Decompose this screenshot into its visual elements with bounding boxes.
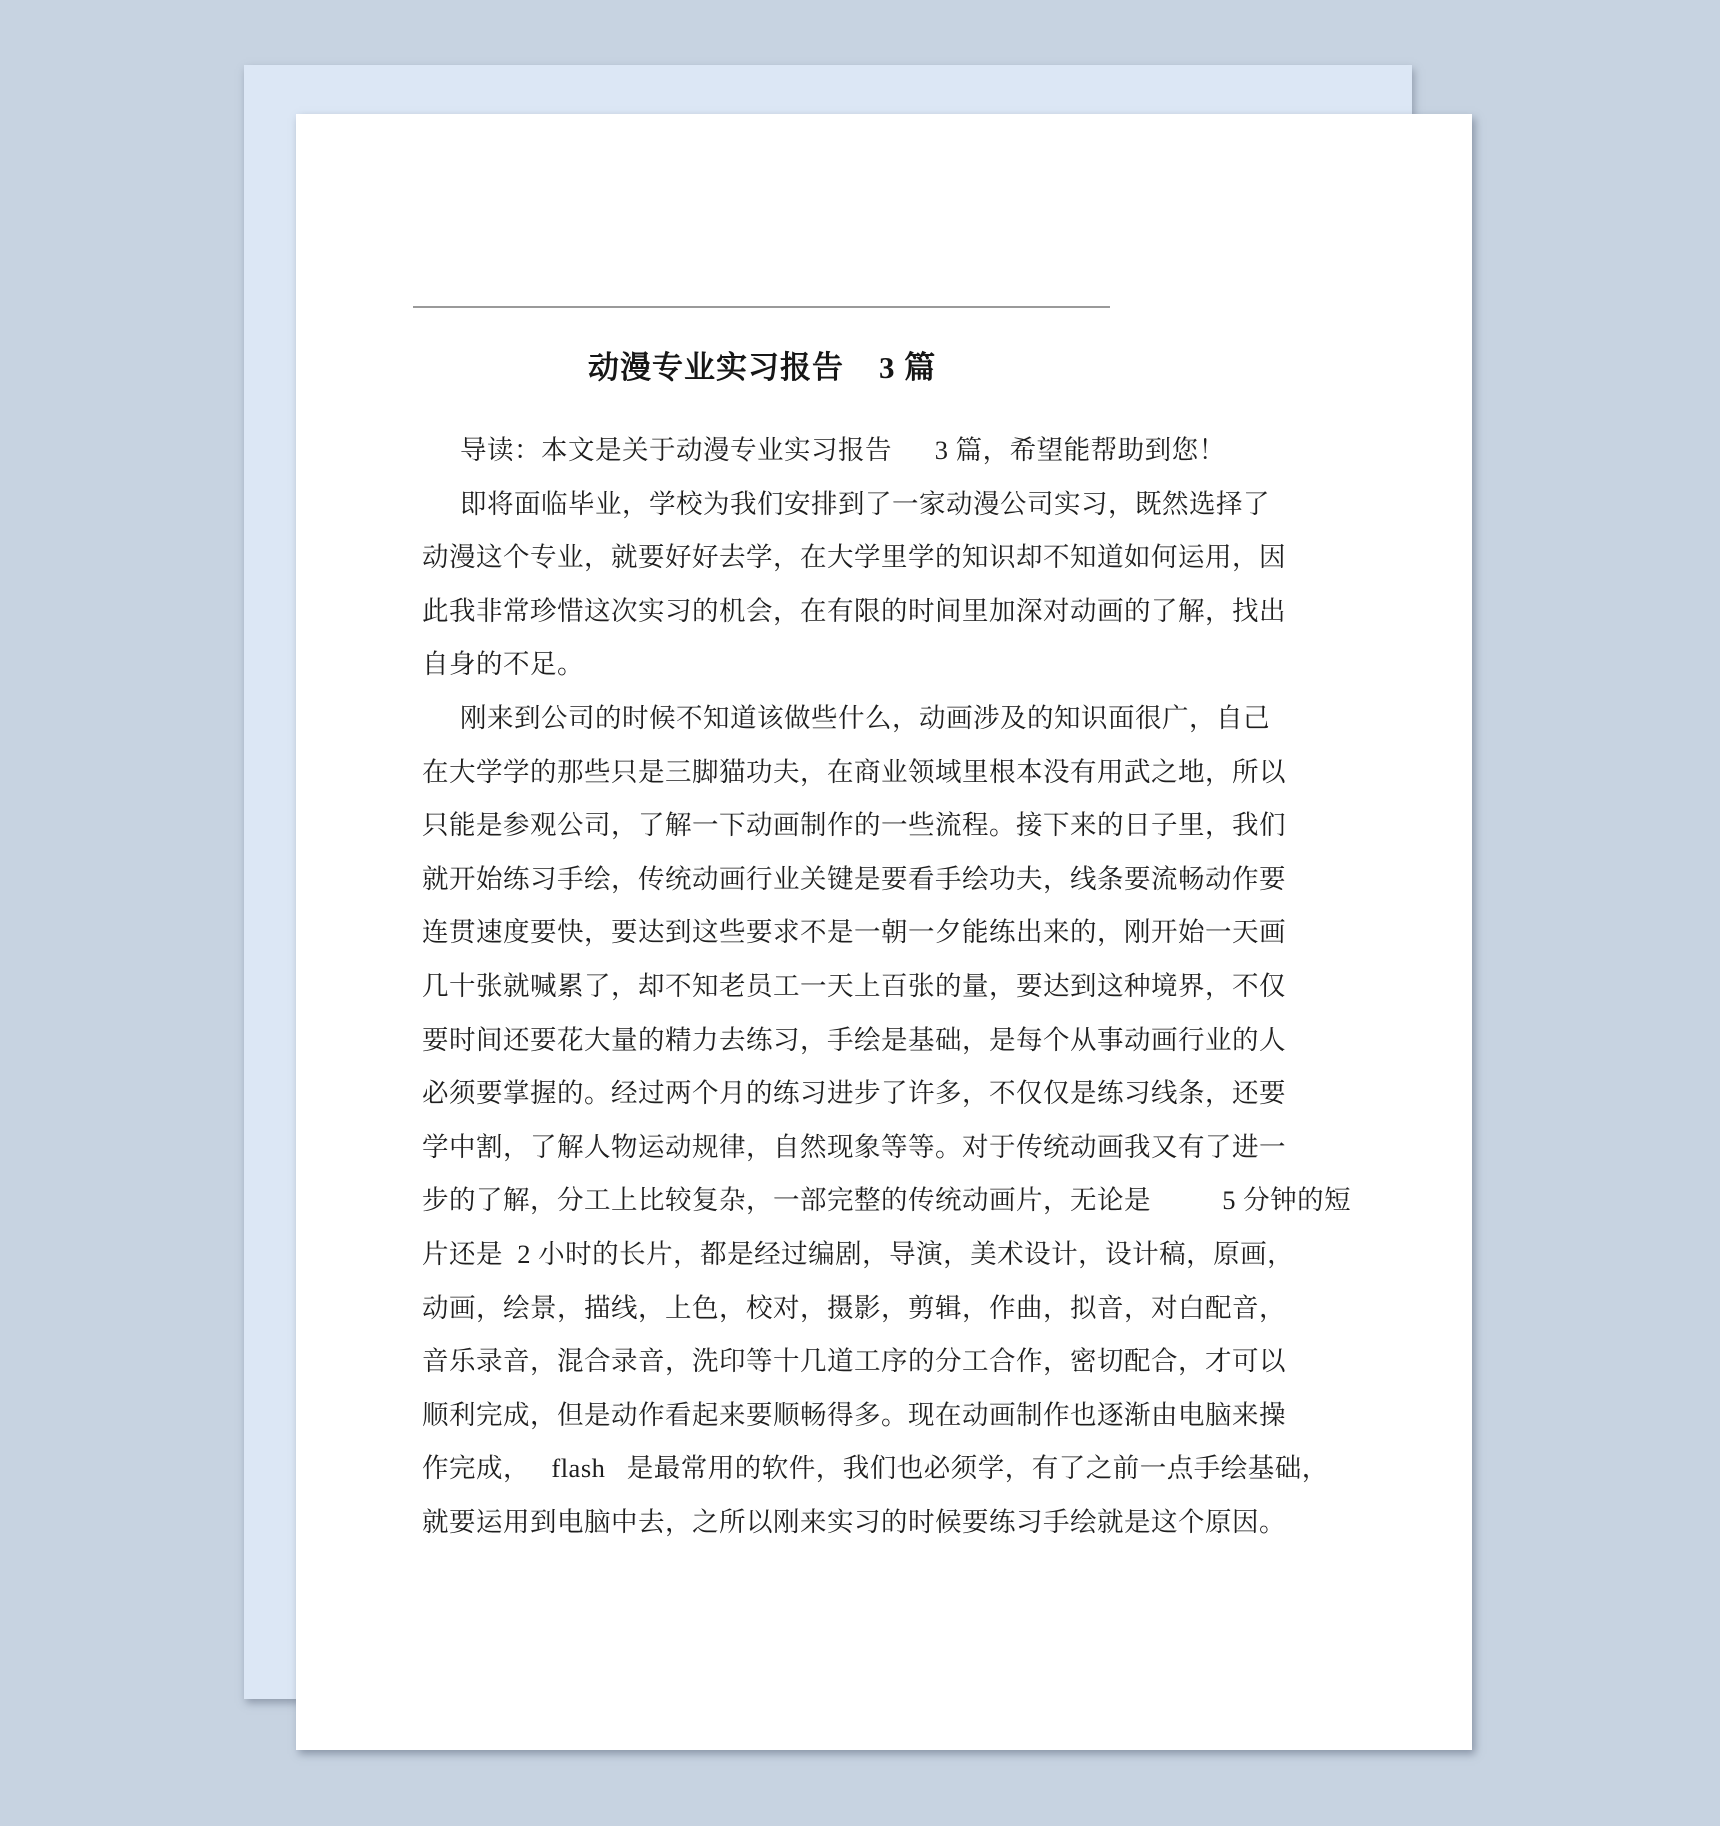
document-body xyxy=(422,424,1422,1549)
text-line: 此我非常珍惜这次实习的机会，在有限的时间里加深对动画的了解，找出 xyxy=(422,595,1286,626)
text-line: 学中割，了解人物运动规律，自然现象等等。对于传统动画我又有了进一 xyxy=(422,1131,1286,1162)
header-divider-line xyxy=(413,306,1110,308)
text-line: 必须要掌握的。经过两个月的练习进步了许多，不仅仅是练习线条，还要 xyxy=(422,1078,1286,1109)
text-line: 顺利完成，但是动作看起来要顺畅得多。现在动画制作也逐渐由电脑来操 xyxy=(422,1399,1286,1430)
text-line: 步的了解，分工上比较复杂，一部完整的传统动画片，无论是 5 分钟的短 xyxy=(422,1185,1352,1216)
text-line: 在大学学的那些只是三脚猫功夫，在商业领域里根本没有用武之地，所以 xyxy=(422,756,1286,787)
text-line: 动画，绘景，描线，上色，校对，摄影，剪辑，作曲，拟音，对白配音， xyxy=(422,1292,1286,1323)
text-line: 刚来到公司的时候不知道该做些什么，动画涉及的知识面很广，自己 xyxy=(460,702,1270,733)
text-line: 音乐录音，混合录音，洗印等十几道工序的分工合作，密切配合，才可以 xyxy=(422,1346,1286,1377)
text-line: 即将面临毕业，学校为我们安排到了一家动漫公司实习，既然选择了 xyxy=(460,488,1270,519)
text-line: 只能是参观公司，了解一下动画制作的一些流程。接下来的日子里，我们 xyxy=(422,810,1286,841)
text-line: 要时间还要花大量的精力去练习，手绘是基础，是每个从事动画行业的人 xyxy=(422,1024,1286,1055)
text-line: 片还是 2 小时的长片，都是经过编剧，导演，美术设计，设计稿，原画， xyxy=(422,1238,1295,1269)
document-title: 动漫专业实习报告 3 篇 xyxy=(588,350,937,385)
text-line: 几十张就喊累了，却不知老员工一天上百张的量，要达到这种境界，不仅 xyxy=(422,970,1286,1001)
document-page xyxy=(296,114,1472,1750)
text-line: 作完成， flash 是最常用的软件，我们也必须学，有了之前一点手绘基础， xyxy=(422,1453,1329,1484)
text-line: 连贯速度要快，要达到这些要求不是一朝一夕能练出来的，刚开始一天画 xyxy=(422,917,1286,948)
text-line: 自身的不足。 xyxy=(422,649,584,680)
text-line: 就开始练习手绘，传统动画行业关键是要看手绘功夫，线条要流畅动作要 xyxy=(422,863,1286,894)
text-line: 就要运用到电脑中去，之所以刚来实习的时候要练习手绘就是这个原因。 xyxy=(422,1506,1286,1537)
text-line: 导读：本文是关于动漫专业实习报告 3 篇，希望能帮助到您！ xyxy=(460,435,1226,465)
text-line: 动漫这个专业，就要好好去学，在大学里学的知识却不知道如何运用，因 xyxy=(422,542,1286,573)
